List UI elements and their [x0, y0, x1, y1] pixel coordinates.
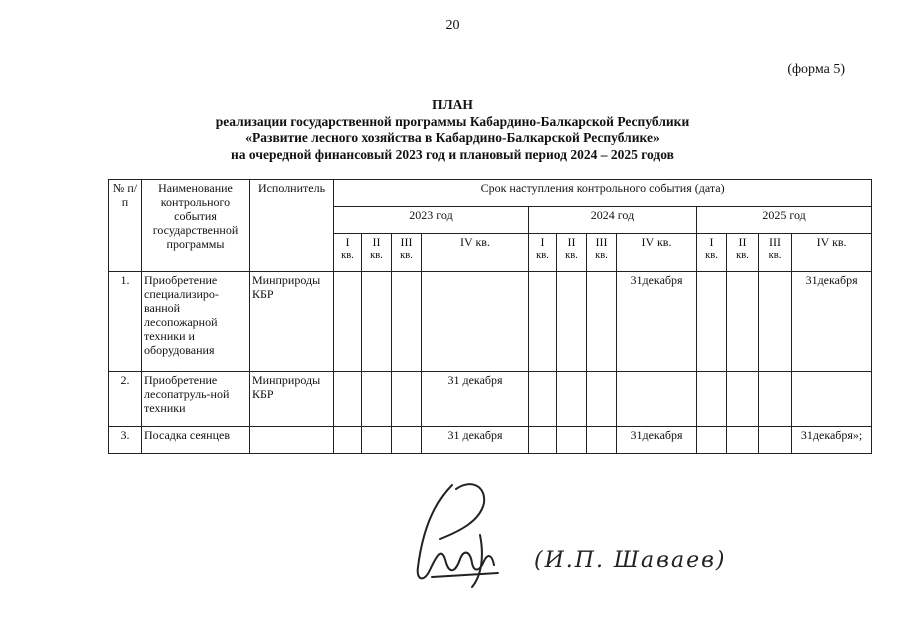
row-number: 3.	[109, 427, 142, 454]
quarter-roman: II	[567, 235, 576, 249]
deadline-cell	[587, 427, 617, 454]
header-quarter	[617, 234, 697, 272]
quarter-kv: кв.	[595, 250, 608, 261]
deadline-cell	[759, 372, 792, 427]
deadline-cell	[392, 272, 422, 372]
deadline-cell	[529, 427, 557, 454]
quarter-roman: IV	[641, 235, 654, 249]
deadline-cell	[557, 427, 587, 454]
title-line-plan: ПЛАН	[432, 97, 473, 112]
quarter-roman: IV	[816, 235, 830, 249]
header-num: № п/п	[109, 180, 142, 272]
table-row	[109, 372, 872, 427]
quarter-roman: I	[709, 235, 714, 249]
deadline-cell	[697, 272, 727, 372]
table-row	[109, 427, 872, 454]
event-name: Приобретение специализиро-ванной лесопожарной техники и оборудования	[142, 272, 250, 372]
deadline-cell	[697, 427, 727, 454]
deadline-cell	[362, 372, 392, 427]
deadline-cell: 31декабря»;	[792, 427, 872, 454]
header-quarter	[392, 234, 422, 272]
header-event-name: Наименование контрольного события государственной программы	[142, 180, 250, 272]
signature	[410, 475, 510, 590]
quarter-kv: кв.	[536, 250, 549, 261]
deadline-cell	[557, 372, 587, 427]
executor: Минприроды КБР	[250, 372, 334, 427]
title-line-program: реализации государственной программы Кабардино-Балкарской Республики	[215, 113, 690, 129]
quarter-kv: кв.	[656, 235, 672, 249]
deadline-cell	[334, 427, 362, 454]
deadline-cell: 31декабря	[617, 272, 697, 372]
deadline-cell	[587, 272, 617, 372]
deadline-cell	[727, 372, 759, 427]
header-year-2023: 2023 год	[334, 207, 529, 234]
deadline-cell	[617, 372, 697, 427]
page-number: 20	[445, 18, 460, 33]
table-row	[109, 272, 872, 372]
deadline-cell	[792, 372, 872, 427]
header-year-2025: 2025 год	[697, 207, 872, 234]
deadline-cell	[587, 372, 617, 427]
document-title	[0, 97, 905, 163]
deadline-cell	[529, 372, 557, 427]
header-quarter	[422, 234, 529, 272]
row-number: 2.	[109, 372, 142, 427]
header-quarter	[792, 234, 872, 272]
quarter-kv: кв.	[832, 235, 847, 249]
quarter-roman: III	[769, 235, 781, 249]
form-label: (форма 5)	[787, 62, 845, 77]
deadline-cell: 31 декабря	[422, 427, 529, 454]
deadline-cell	[697, 372, 727, 427]
deadline-cell	[334, 372, 362, 427]
plan-table	[108, 179, 872, 454]
signature-name: (И.П. Шаваев)	[534, 548, 727, 573]
quarter-kv: кв.	[565, 250, 578, 261]
event-name: Приобретение лесопатруль-ной техники	[142, 372, 250, 427]
quarter-kv: кв.	[736, 250, 749, 261]
quarter-roman: III	[595, 235, 608, 249]
quarter-roman: II	[372, 235, 381, 249]
header-year-2024: 2024 год	[529, 207, 697, 234]
deadline-cell	[759, 272, 792, 372]
deadline-cell	[557, 272, 587, 372]
deadline-cell	[727, 272, 759, 372]
deadline-cell	[392, 372, 422, 427]
quarter-roman: IV	[460, 235, 473, 249]
quarter-kv: кв.	[341, 250, 354, 261]
quarter-kv: кв.	[370, 250, 383, 261]
deadline-cell	[727, 427, 759, 454]
header-quarter	[557, 234, 587, 272]
title-line-program-name: «Развитие лесного хозяйства в Кабардино-Балкарской Республике»	[245, 130, 660, 145]
header-executor: Исполнитель	[250, 180, 334, 272]
header-quarter	[334, 234, 362, 272]
header-quarter	[697, 234, 727, 272]
deadline-cell	[334, 272, 362, 372]
header-deadline: Срок наступления контрольного события (дата)	[334, 180, 872, 207]
header-quarter	[759, 234, 792, 272]
quarter-roman: II	[738, 235, 747, 249]
deadline-cell	[392, 427, 422, 454]
quarter-roman: III	[400, 235, 413, 249]
executor: Минприроды КБР	[250, 272, 334, 372]
deadline-cell	[529, 272, 557, 372]
executor	[250, 427, 334, 454]
event-name: Посадка сеянцев	[142, 427, 250, 454]
quarter-roman: I	[540, 235, 545, 249]
quarter-roman: I	[345, 235, 350, 249]
deadline-cell	[759, 427, 792, 454]
deadline-cell	[362, 272, 392, 372]
deadline-cell: 31декабря	[617, 427, 697, 454]
header-quarter	[587, 234, 617, 272]
quarter-kv: кв.	[400, 250, 413, 261]
deadline-cell	[362, 427, 392, 454]
deadline-cell	[422, 272, 529, 372]
quarter-kv: кв.	[768, 250, 782, 261]
title-line-period: на очередной финансовый 2023 год и плановый период 2024 – 2025 годов	[231, 146, 674, 162]
header-quarter	[727, 234, 759, 272]
quarter-kv: кв.	[475, 235, 490, 249]
deadline-cell: 31 декабря	[422, 372, 529, 427]
deadline-cell: 31декабря	[792, 272, 872, 372]
row-number: 1.	[109, 272, 142, 372]
header-quarter	[529, 234, 557, 272]
quarter-kv: кв.	[705, 250, 718, 261]
header-quarter	[362, 234, 392, 272]
